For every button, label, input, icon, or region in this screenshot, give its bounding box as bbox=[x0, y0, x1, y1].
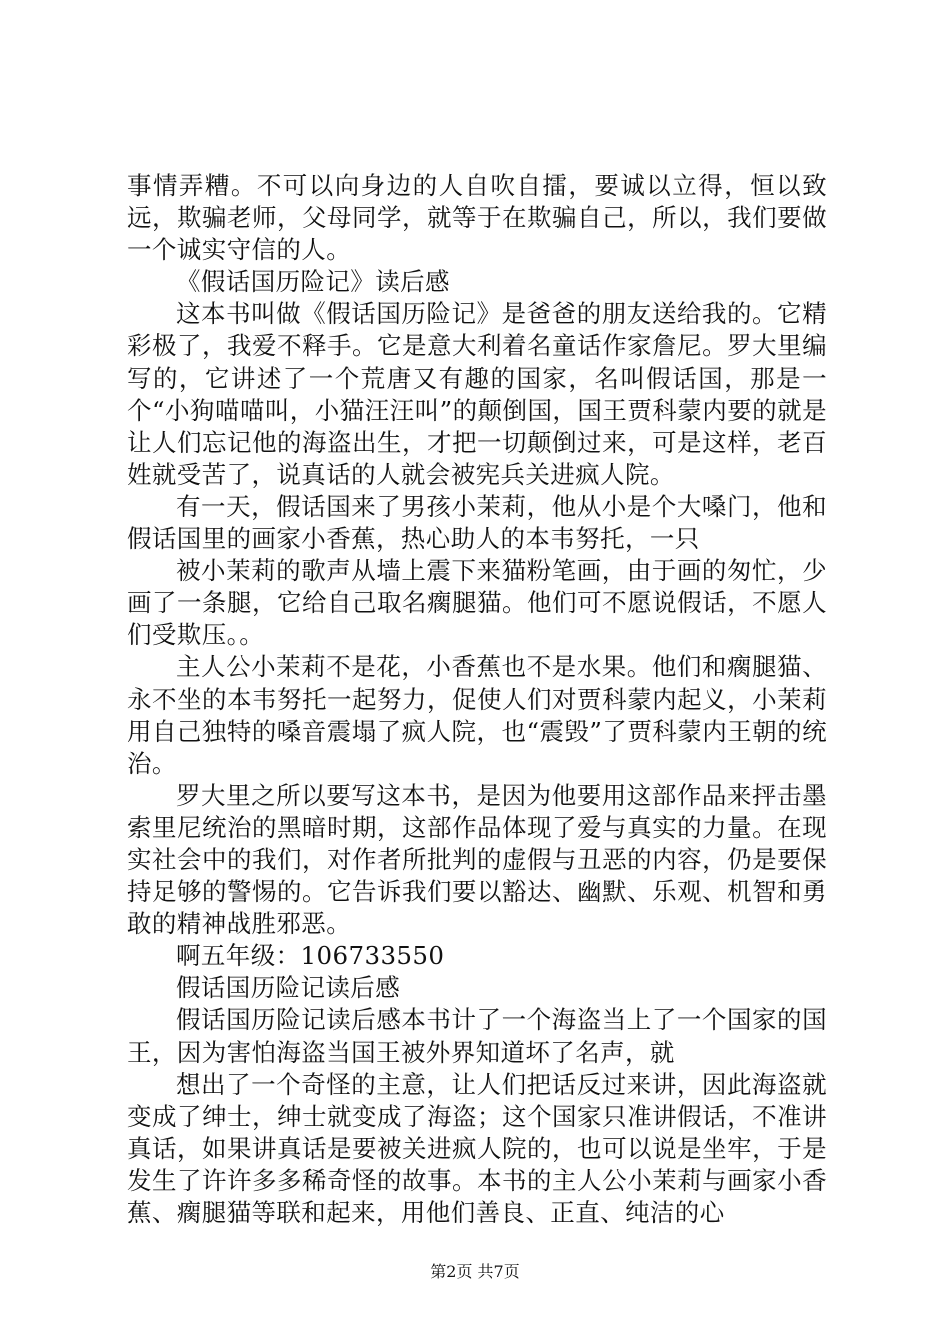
section-heading-review-1: 《假话国历险记》读后感 bbox=[176, 267, 450, 297]
paragraph-intro-continuation: 事情弄糟。不可以向身边的人自吹自擂，要诚以立得，恒以致远，欺骗老师，父母同学，就等于在欺骗自己，所以，我们要做一个诚实守信的人。 bbox=[127, 171, 827, 265]
paragraph-protagonist: 主人公小茉莉不是花，小香蕉也不是水果。他们和瘸腿猫、永不坐的本韦努托一起努力，促使人们对贾科蒙内起义，小茉莉用自己独特的嗓音震塌了疯人院，也“震毁”了贾科蒙内王朝的统治。 bbox=[127, 652, 827, 778]
paragraph-one-day: 有一天，假话国来了男孩小茉莉，他从小是个大嗓门，他和假话国里的画家小香蕉，热心助人的本韦努托，一只 bbox=[127, 491, 827, 554]
paragraph-pirate-king: 假话国历险记读后感本书计了一个海盗当上了一个国家的国王，因为害怕海盗当国王被外界知道坏了名声，就 bbox=[127, 1005, 827, 1067]
page-number-footer: 第2页 共7页 bbox=[430, 1262, 520, 1281]
paragraph-book-intro: 这本书叫做《假话国历险记》是爸爸的朋友送给我的。它精彩极了，我爱不释手。它是意大利着名童话作家詹尼。罗大里编写的，它讲述了一个荒唐又有趣的国家，名叫假话国，那是一个“小狗喵喵叫，小猫汪汪叫”的颠倒国，国王贾科蒙内要的就是让人们忘记他的海盗出生，才把一切颠倒过来，可是这样，老百姓就受苦了，说真话的人就会被宪兵关进疯人院。 bbox=[127, 299, 827, 489]
paragraph-strange-idea: 想出了一个奇怪的主意，让人们把话反过来讲，因此海盗就变成了绅士，绅士就变成了海盗；这个国家只准讲假话，不准讲真话，如果讲真话是要被关进疯人院的，也可以说是坐牢，于是发生了许许多多稀奇怪的故事。本书的主人公小茉莉与画家小香蕉、瘸腿猫等联和起来，用他们善良、正直、纯洁的心 bbox=[127, 1069, 827, 1227]
section-heading-review-2: 假话国历险记读后感 bbox=[176, 973, 401, 1003]
paragraph-grade-number: 啊五年级：106733550 bbox=[176, 941, 445, 971]
paragraph-lame-cat: 被小茉莉的歌声从墙上震下来猫粉笔画，由于画的匆忙，少画了一条腿，它给自己取名瘸腿猫。他们可不愿说假话，不愿人们受欺压。。 bbox=[127, 556, 827, 650]
document-body bbox=[127, 170, 827, 1229]
paragraph-author-purpose: 罗大里之所以要写这本书，是因为他要用这部作品来抨击墨索里尼统治的黑暗时期，这部作品体现了爱与真实的力量。在现实社会中的我们，对作者所批判的虚假与丑恶的内容，仍是要保持足够的警惕的。它告诉我们要以豁达、幽默、乐观、机智和勇敢的精神战胜邪恶。 bbox=[127, 780, 827, 939]
